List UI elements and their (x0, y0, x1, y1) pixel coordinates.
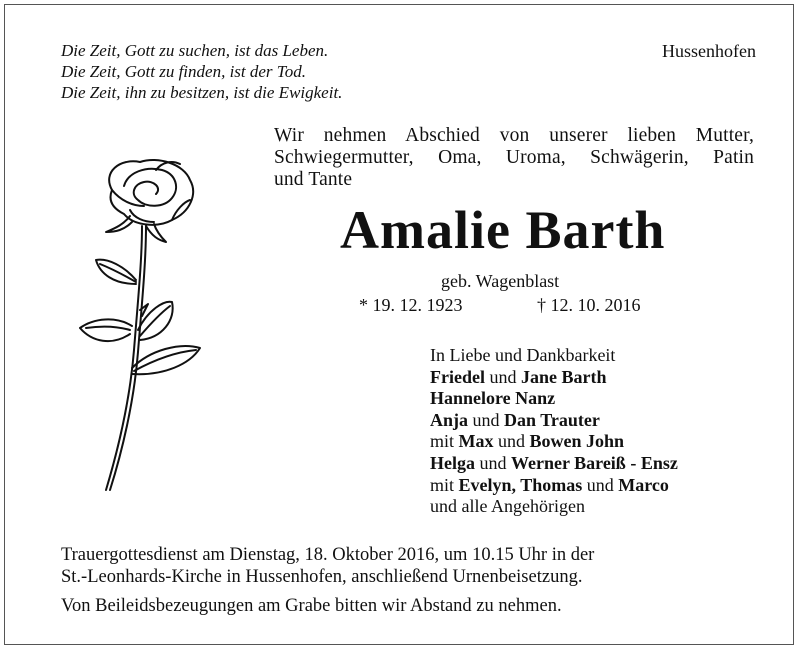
intro-line: und Tante (274, 169, 353, 190)
mourner-line (430, 431, 678, 453)
mourner-name: Anja (430, 409, 469, 430)
mourner-line (430, 453, 678, 475)
intro-line: Wir nehmen Abschied von unserer lieben Mutter, (274, 125, 754, 146)
intro-line: Schwiegermutter, Oma, Uroma, Schwägerin, Patin (274, 147, 754, 168)
connector: und (489, 366, 517, 387)
poem-line: Die Zeit, ihn zu besitzen, ist die Ewigkeit. (61, 83, 343, 102)
rose-icon (72, 150, 212, 495)
mourner-line (430, 475, 678, 497)
service-info (61, 544, 594, 588)
connector: und (479, 452, 507, 473)
mourners-closing: und alle Angehörigen (430, 496, 585, 517)
mourner-line (430, 410, 678, 432)
deceased-name: Amalie Barth (340, 200, 666, 260)
connector: und (586, 474, 614, 495)
connector: mit (430, 431, 455, 452)
mourner-name: Max (458, 431, 494, 452)
condolence-request: Von Beileidsbezeugungen am Grabe bitten wir Abstand zu nehmen. (61, 596, 562, 616)
connector: und (472, 409, 500, 430)
poem (61, 40, 342, 103)
location-label: Hussenhofen (662, 41, 756, 61)
mourner-name: Bowen John (529, 431, 625, 452)
mourner-name: Marco (618, 474, 669, 495)
death-date: † 12. 10. 2016 (537, 295, 641, 315)
maiden-name: geb. Wagenblast (441, 271, 560, 291)
mourner-name: Werner Bareiß - Ensz (511, 452, 678, 473)
mourner-name: Friedel (430, 366, 485, 387)
mourners-list (430, 345, 678, 518)
mourner-name: Jane Barth (520, 366, 607, 387)
mourner-name: Dan Trauter (504, 409, 600, 430)
mourner-line (430, 388, 678, 410)
service-line: Trauergottesdienst am Dienstag, 18. Oktober 2016, um 10.15 Uhr in der (61, 545, 595, 565)
intro-text (274, 125, 754, 191)
poem-line: Die Zeit, Gott zu suchen, ist das Leben. (61, 41, 329, 60)
mourner-name: Evelyn, Thomas (458, 474, 583, 495)
mourner-line (430, 367, 678, 389)
connector: und (498, 431, 526, 452)
connector: mit (430, 474, 455, 495)
birth-date: * 19. 12. 1923 (359, 295, 463, 315)
mourner-name: Hannelore Nanz (430, 388, 556, 409)
poem-line: Die Zeit, Gott zu finden, ist der Tod. (61, 62, 306, 81)
mourner-name: Helga (430, 452, 475, 473)
service-line: St.-Leonhards-Kirche in Hussenhofen, anschließend Urnenbeisetzung. (61, 567, 583, 587)
mourners-heading: In Liebe und Dankbarkeit (430, 345, 616, 365)
